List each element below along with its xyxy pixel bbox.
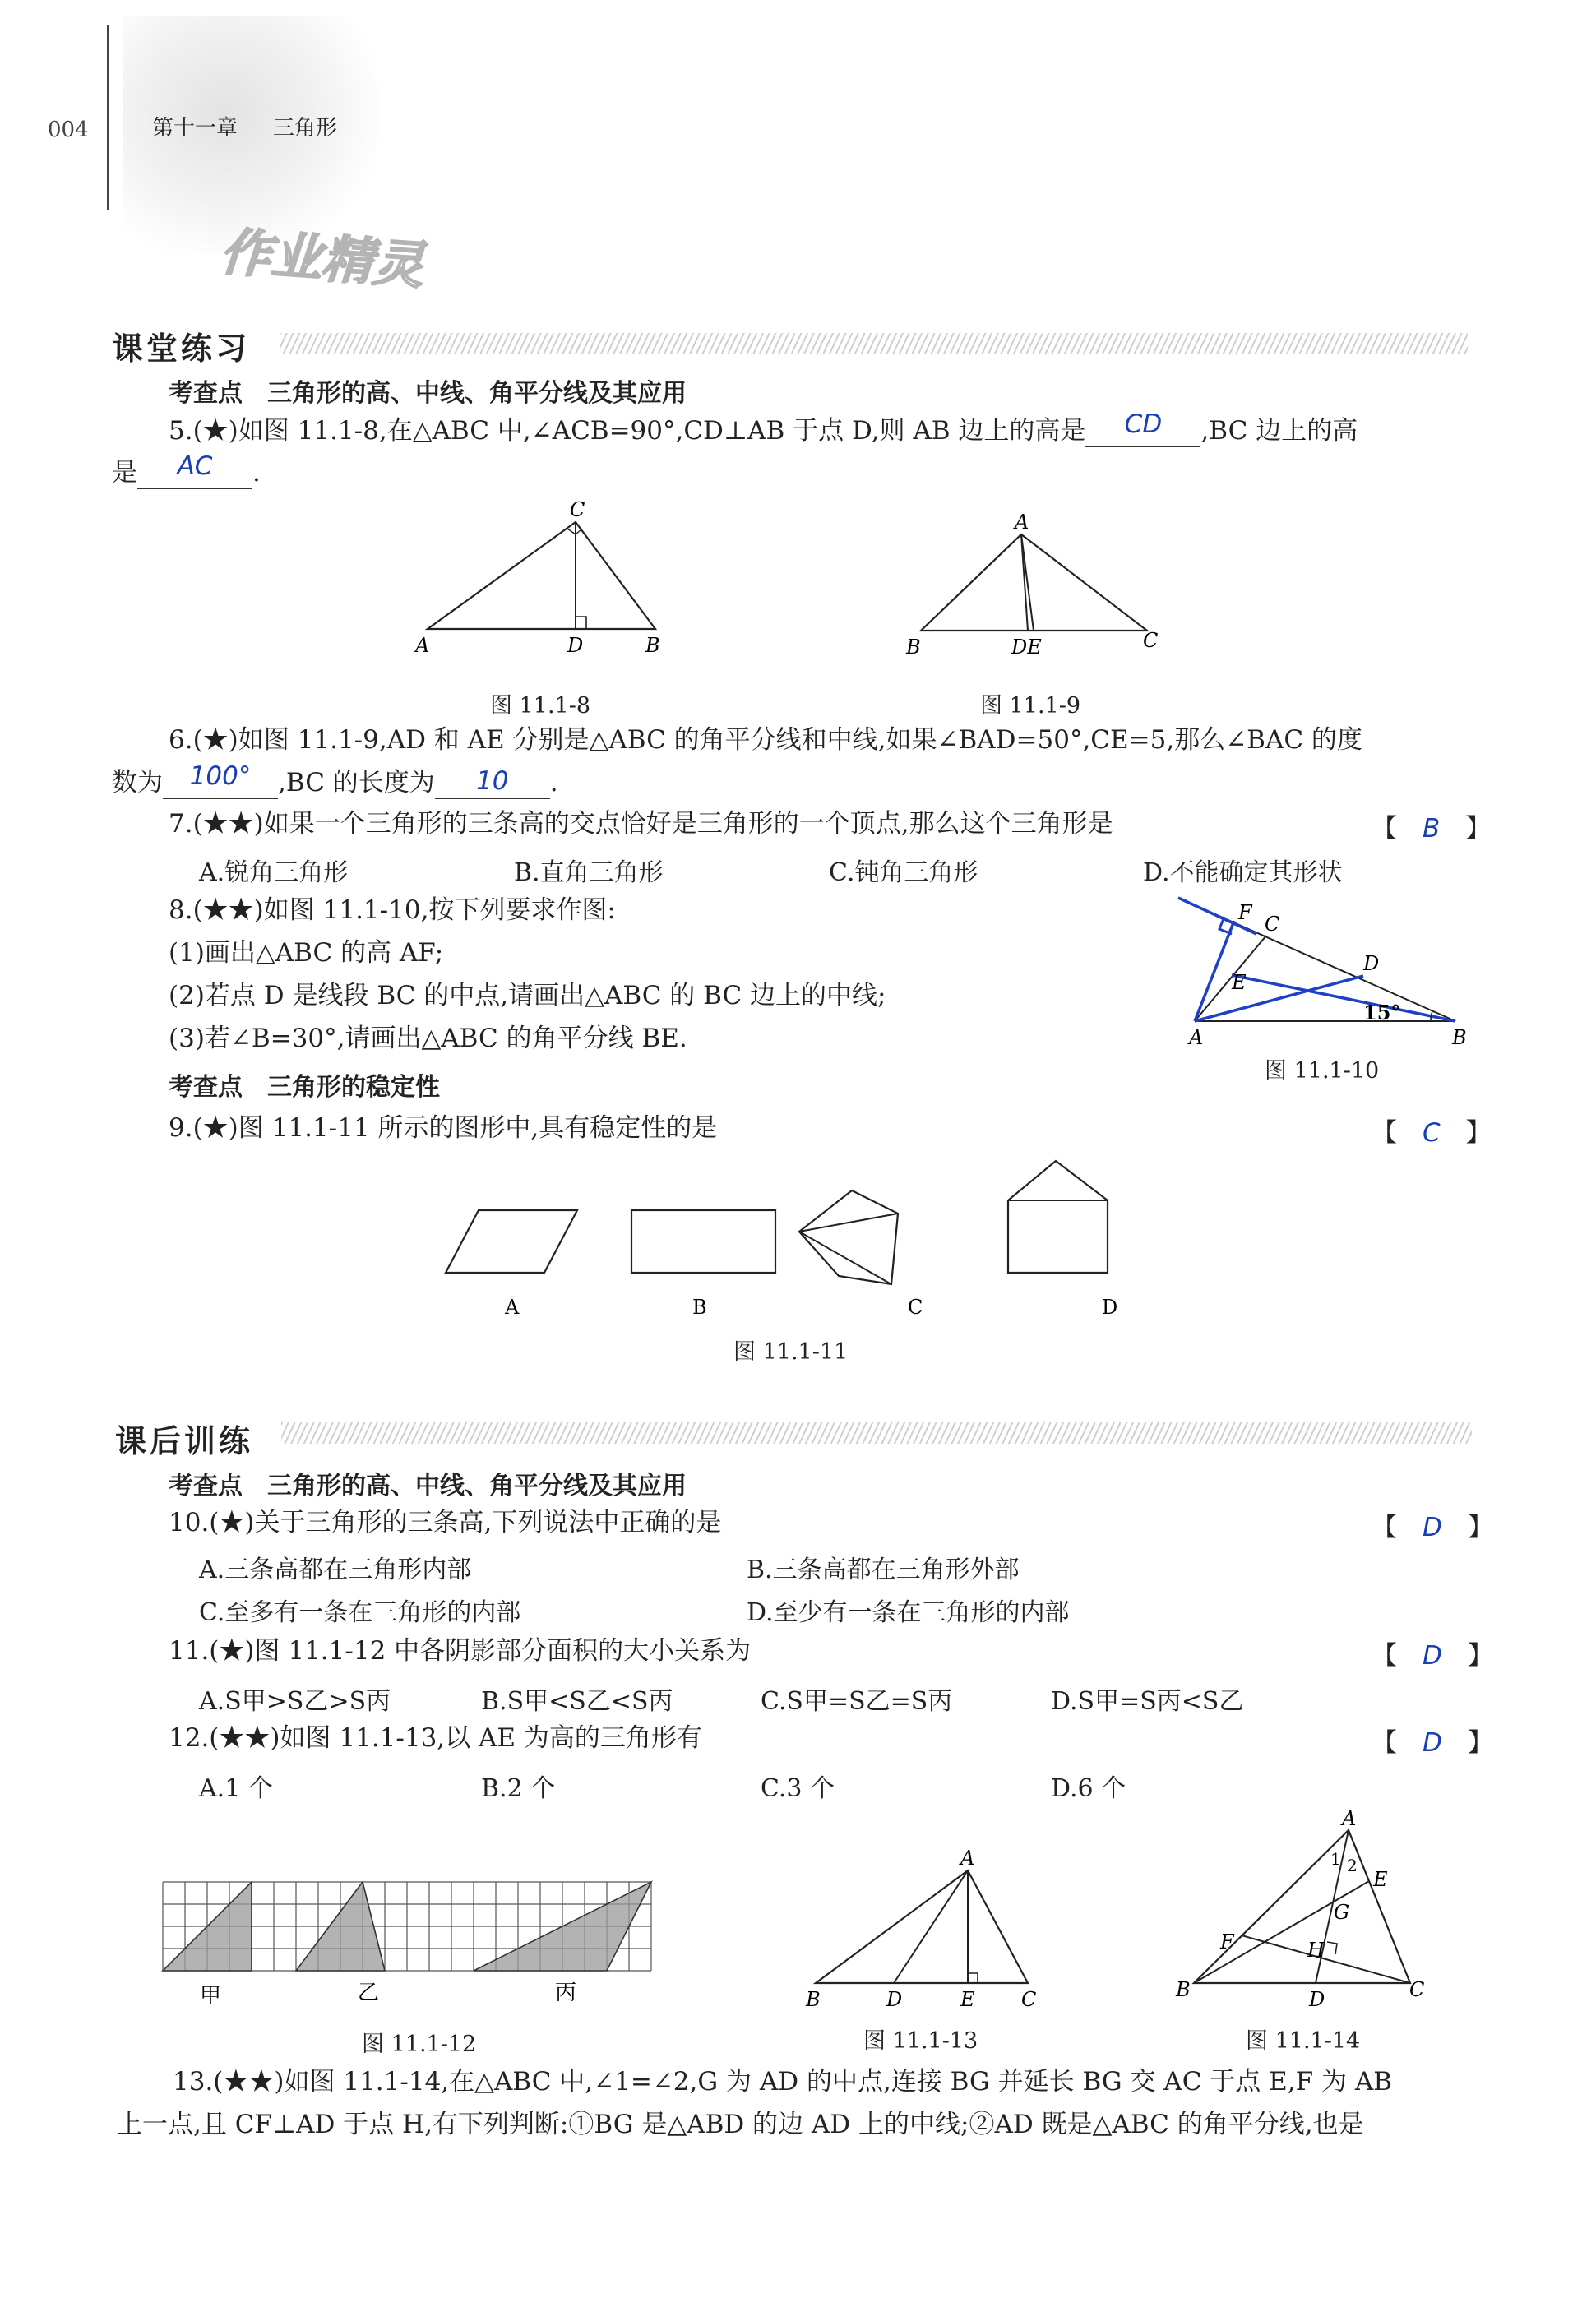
q5-text-4: . — [252, 458, 261, 488]
shape-c-diagonal-1 — [799, 1214, 898, 1232]
right-angle-e-13 — [968, 1973, 978, 1983]
q5-text-2: ,BC 边上的高 — [1200, 416, 1358, 446]
caption-fig-13: 图 11.1-13 — [863, 2028, 978, 2054]
caption-fig-14: 图 11.1-14 — [1246, 2028, 1361, 2054]
altitude-af — [1195, 921, 1234, 1021]
label-angle-2: 2 — [1347, 1856, 1358, 1875]
right-angle-h-14 — [1327, 1942, 1337, 1954]
shape-d-house — [1008, 1161, 1108, 1273]
q6-blank-2[interactable] — [435, 766, 550, 799]
triangle-abc — [428, 522, 655, 629]
question-8: 8.(★★)如图 11.1-10,按下列要求作图: — [169, 895, 616, 925]
label-jia: 甲 — [200, 1984, 222, 2009]
question-9: 9.(★)图 11.1-11 所示的图形中,具有稳定性的是 — [169, 1113, 718, 1143]
q7-answer: B — [1423, 814, 1441, 844]
label-a-9: A — [1015, 511, 1029, 534]
question-13-cont: 上一点,且 CF⊥AD 于点 H,有下列判断:①BG 是△ABD 的边 AD 上的中线;②AD 既是△ABC 的角平分线,也是 — [117, 2110, 1364, 2139]
q7-option-b[interactable]: B.直角三角形 — [514, 858, 664, 887]
q10-option-b[interactable]: B.三条高都在三角形外部 — [747, 1556, 1020, 1584]
label-shape-a: A — [505, 1296, 520, 1319]
q5-blank-1[interactable] — [1085, 409, 1200, 447]
label-b-10: B — [1452, 1026, 1467, 1049]
label-c-9: C — [1143, 629, 1159, 652]
section-hatch-2 — [281, 1422, 1472, 1444]
question-7: 7.(★★)如果一个三角形的三条高的交点恰好是三角形的一个顶点,那么这个三角形是 — [169, 809, 1113, 839]
q5-text-3: 是 — [112, 458, 137, 488]
label-angle-1: 1 — [1330, 1849, 1341, 1869]
question-13: 13.(★★)如图 11.1-14,在△ABC 中,∠1=∠2,G 为 AD 的中点,连接 BG 并延长 BG 交 AC 于点 E,F 为 AB — [173, 2067, 1392, 2097]
label-c-14: C — [1409, 1978, 1425, 2001]
label-h-14: H — [1307, 1939, 1325, 1962]
q6-answer-2: 10 — [476, 766, 509, 796]
segment-ad-13 — [894, 1870, 968, 1983]
label-c-10: C — [1265, 913, 1280, 936]
question-5 — [169, 409, 1358, 447]
question-5-cont — [112, 451, 261, 489]
label-d-10: D — [1363, 952, 1380, 975]
q8-step-2: (2)若点 D 是线段 BC 的中点,请画出△ABC 的 BC 边上的中线; — [169, 981, 886, 1010]
median-ad — [1195, 976, 1363, 1021]
q12-option-d[interactable]: D.6 个 — [1051, 1774, 1126, 1803]
caption-fig-9: 图 11.1-9 — [980, 693, 1081, 719]
q5-text: 5.(★)如图 11.1-8,在△ABC 中,∠ACB=90°,CD⊥AB 于点 D,则 AB 边上的高是 — [169, 416, 1086, 446]
label-e-14: E — [1373, 1868, 1388, 1891]
q10-answer-bracket: 【 D 】 — [1372, 1513, 1493, 1542]
q7-option-c[interactable]: C.钝角三角形 — [829, 858, 978, 887]
figure-11-1-13 — [798, 1842, 1044, 2023]
q12-answer: D — [1423, 1728, 1442, 1758]
q6-text-4: . — [549, 768, 558, 798]
q5-answer-2: AC — [177, 451, 213, 481]
label-yi: 乙 — [358, 1981, 380, 2005]
question-12: 12.(★★)如图 11.1-13,以 AE 为高的三角形有 — [169, 1723, 702, 1753]
q10-option-a[interactable]: A.三条高都在三角形内部 — [199, 1556, 472, 1584]
section-title-classroom: 课堂练习 — [112, 331, 251, 367]
label-a-13: A — [960, 1847, 975, 1870]
label-shape-c: C — [908, 1296, 923, 1319]
triangle-abc-13 — [816, 1870, 1028, 1983]
label-d: D — [567, 634, 584, 657]
chapter-label: 第十一章 — [152, 116, 238, 141]
label-d-14: D — [1309, 1988, 1325, 2011]
label-b-9: B — [906, 636, 921, 659]
side-ac — [1195, 936, 1266, 1021]
q6-blank-1[interactable] — [163, 761, 278, 799]
label-b-13: B — [806, 1988, 821, 2011]
q9-answer-bracket: 【 C 】 — [1372, 1118, 1492, 1148]
segment-cf-14 — [1242, 1935, 1410, 1983]
q12-option-c[interactable]: C.3 个 — [761, 1774, 835, 1803]
q6-answer-1: 100° — [189, 761, 252, 791]
section-title-after-class: 课后训练 — [115, 1423, 254, 1459]
knowledge-point-2: 考查点 三角形的高、中线、角平分线及其应用 — [169, 1472, 687, 1500]
q11-option-a[interactable]: A.S甲>S乙>S丙 — [199, 1687, 391, 1716]
q10-option-c[interactable]: C.至多有一条在三角形的内部 — [199, 1598, 521, 1627]
q11-answer: D — [1423, 1641, 1442, 1671]
q8-step-3: (3)若∠B=30°,请画出△ABC 的角平分线 BE. — [169, 1024, 687, 1053]
q6-text-2: 数为 — [112, 768, 163, 798]
label-e-13: E — [960, 1988, 975, 2011]
q11-answer-bracket: 【 D 】 — [1372, 1641, 1493, 1671]
q10-answer: D — [1423, 1513, 1442, 1542]
label-a: A — [415, 634, 430, 657]
q11-option-c[interactable]: C.S甲=S乙=S丙 — [761, 1687, 953, 1716]
figure-11-1-12 — [160, 1879, 662, 2019]
label-b-14: B — [1176, 1978, 1191, 2001]
triangle-abc-14 — [1194, 1830, 1410, 1983]
question-10: 10.(★)关于三角形的三条高,下列说法中正确的是 — [169, 1508, 722, 1537]
label-d-13: D — [886, 1988, 903, 2011]
label-f-10: F — [1238, 901, 1252, 924]
label-a-14: A — [1342, 1807, 1357, 1830]
q12-answer-bracket: 【 D 】 — [1372, 1728, 1493, 1758]
q11-option-d[interactable]: D.S甲=S丙<S乙 — [1051, 1687, 1244, 1716]
triangle-abc-9 — [921, 534, 1147, 631]
label-g-14: G — [1334, 1901, 1350, 1924]
page-number: 004 — [48, 118, 89, 142]
shape-c-pentagon — [799, 1190, 898, 1284]
caption-fig-8: 图 11.1-8 — [490, 693, 591, 719]
shape-a-parallelogram — [446, 1210, 577, 1273]
q12-option-a[interactable]: A.1 个 — [199, 1774, 273, 1803]
caption-fig-12: 图 11.1-12 — [362, 2032, 477, 2057]
question-6-cont — [112, 761, 558, 799]
label-a-10: A — [1189, 1026, 1204, 1049]
figure-11-1-10 — [1166, 888, 1478, 1052]
q6-text-3: ,BC 的长度为 — [278, 768, 435, 798]
figure-11-1-11 — [395, 1151, 1200, 1332]
label-shape-d: D — [1102, 1296, 1118, 1319]
q11-option-b[interactable]: B.S甲<S乙<S丙 — [481, 1687, 673, 1716]
q7-option-d[interactable]: D.不能确定其形状 — [1143, 858, 1343, 887]
label-shape-b: B — [692, 1296, 707, 1319]
section-hatch — [280, 333, 1468, 354]
label-bing: 丙 — [555, 1981, 577, 2005]
shape-b-rectangle — [631, 1210, 775, 1273]
header-rule — [107, 25, 109, 210]
figure-11-1-8 — [411, 493, 674, 666]
q9-answer: C — [1423, 1118, 1441, 1148]
q7-option-a[interactable]: A.锐角三角形 — [199, 858, 349, 887]
knowledge-point: 考查点 三角形的高、中线、角平分线及其应用 — [169, 379, 687, 408]
caption-fig-11: 图 11.1-11 — [733, 1339, 849, 1365]
label-c: C — [570, 498, 585, 521]
q7-answer-bracket: 【 B 】 — [1372, 814, 1492, 844]
q8-step-1: (1)画出△ABC 的高 AF; — [169, 938, 444, 968]
figure-11-1-9 — [896, 506, 1176, 662]
q12-option-b[interactable]: B.2 个 — [481, 1774, 556, 1803]
figure-11-1-14 — [1168, 1805, 1439, 2019]
question-11: 11.(★)图 11.1-12 中各阴影部分面积的大小关系为 — [169, 1636, 752, 1666]
knowledge-point-stability: 考查点 三角形的稳定性 — [169, 1073, 440, 1102]
label-c-13: C — [1021, 1988, 1037, 2011]
watermark: 作业精灵 — [218, 221, 426, 296]
question-6: 6.(★)如图 11.1-9,AD 和 AE 分别是△ABC 的角平分线和中线,如果∠BAD=50°,CE=5,那么∠BAC 的度 — [169, 725, 1362, 755]
label-de-9: DE — [1011, 636, 1042, 659]
caption-fig-10: 图 11.1-10 — [1265, 1058, 1380, 1084]
label-angle-10: 15° — [1363, 1001, 1401, 1024]
q5-answer-1: CD — [1124, 409, 1163, 439]
right-angle-mark — [576, 617, 586, 629]
label-b: B — [645, 634, 660, 657]
q10-option-d[interactable]: D.至少有一条在三角形的内部 — [747, 1598, 1070, 1627]
label-e-10: E — [1232, 971, 1247, 994]
chapter-title: 三角形 — [273, 116, 338, 141]
q5-blank-2[interactable] — [137, 451, 252, 489]
label-f-14: F — [1220, 1930, 1234, 1953]
